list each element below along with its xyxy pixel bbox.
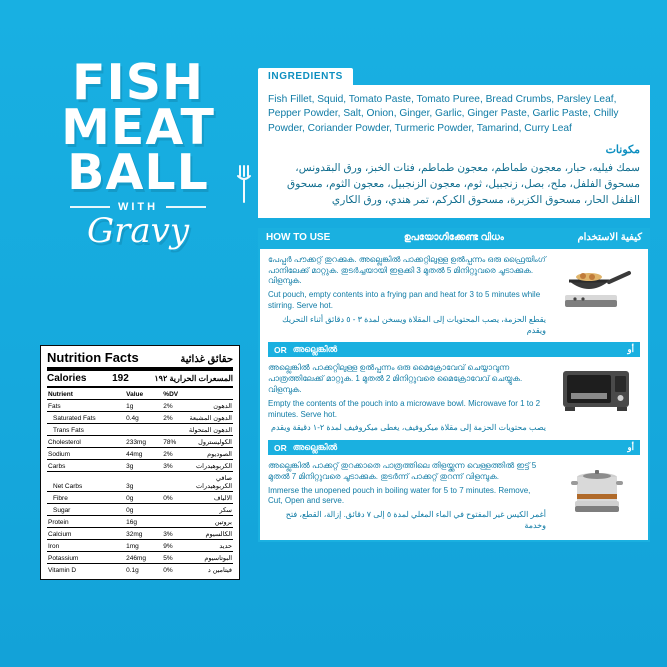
- step-boiling-water: [268, 461, 640, 532]
- nutrition-table: [47, 389, 233, 575]
- nutrient-arabic: الكوليسترول: [186, 436, 233, 448]
- frying-pan-stove-icon: [554, 255, 640, 313]
- title-line-2: MEAT: [61, 99, 215, 157]
- variant-label: Gravy: [86, 211, 190, 252]
- with-label: WITH: [117, 201, 159, 214]
- title-line-1: FISH: [71, 54, 204, 111]
- nutrient-arabic: الدهون المتحولة: [186, 424, 233, 436]
- nutrient-dv: 2%: [162, 448, 186, 460]
- table-row: [47, 552, 233, 564]
- or-divider-1: [268, 342, 640, 357]
- table-row: [47, 400, 233, 412]
- nutrient-arabic: سكر: [186, 504, 233, 516]
- rule-medium: [47, 386, 233, 388]
- nutrient-value: 3g: [125, 460, 162, 472]
- table-row: [47, 424, 233, 436]
- nutrient-value: 246mg: [125, 552, 162, 564]
- step-2-malayalam: അല്ലെങ്കിൽ പാക്കറ്റിലുള്ള ഉൽപ്പന്നം ഒരു മൈക്രോവേവ് ചെയ്യാവുന്ന പാത്രത്തിലേക്ക് മാറ്റുക. 1 മുതൽ 2 മിനിറ്റുവരെ മൈക്രോവേവ് ചെയ്യുക. വിളമ്പുക.: [268, 363, 523, 394]
- table-row: [47, 412, 233, 424]
- nutrient-name: Trans Fats: [47, 424, 125, 436]
- nutrient-arabic: حديد: [186, 540, 233, 552]
- or-divider-2: [268, 440, 640, 455]
- nutrient-arabic: الصوديوم: [186, 448, 233, 460]
- ingredients-panel: [258, 85, 650, 218]
- nutrient-value: 0g: [125, 504, 162, 516]
- step-2-text: [268, 363, 546, 434]
- nutrient-arabic: الكالسيوم: [186, 528, 233, 540]
- step-microwave: [268, 363, 640, 434]
- nutrient-dv: [162, 424, 186, 436]
- nutrient-name: Potassium: [47, 552, 125, 564]
- nutrient-dv: 5%: [162, 552, 186, 564]
- step-2-english: Empty the contents of the pouch into a microwave bowl. Microwave for 1 to 2 minutes. Serve hot.: [268, 398, 541, 419]
- ingredients-arabic-title: مكونات: [605, 144, 640, 157]
- nutrient-value: 3g: [125, 472, 162, 492]
- nutrient-name: Fats: [47, 400, 125, 412]
- nutrient-name: Vitamin D: [48, 566, 77, 574]
- how-to-use-header: [258, 228, 650, 247]
- nutrient-dv: [162, 516, 186, 528]
- nutrient-dv: 2%: [162, 400, 186, 412]
- or-label-ml-2: അല്ലെങ്കിൽ: [292, 442, 338, 453]
- step-frying-pan: [268, 255, 640, 337]
- step-1-english: Cut pouch, empty contents into a frying pan and heat for 3 to 5 minutes while stirring. Serve hot.: [268, 290, 541, 310]
- nutrient-value: 1mg: [125, 540, 162, 552]
- table-row: [47, 564, 233, 576]
- nutrient-dv: 78%: [162, 436, 186, 448]
- product-title-block: [18, 54, 258, 252]
- step-1-malayalam: പേപ്പർ പൗക്കറ്റ് തുറക്കുക. അല്ലെങ്കിൽ പാക്കറ്റിലുള്ള ഉൽപ്പന്നം ഒരു ഫ്രൈയിംഗ് പാനിലേക്ക് മാറ്റുക. തുടർച്ചയായി ഇളക്കി 3 മുതൽ 5 മിനിറ്റുവരെ ചൂടാക്കുക. വിളമ്പുക.: [268, 254, 546, 286]
- step-3-arabic: أغمر الكيس غير المفتوح في الماء المغلي لمدة ٥ إلى ٧ دقائق. إزالة، القطع، فتح وخدمة: [285, 510, 546, 531]
- table-row: [47, 448, 233, 460]
- step-1-arabic: يقطع الحزمة، يصب المحتويات إلى المقلاة ويسخن لمدة ٣ - ٥ دقائق أثناء التحريك ويقدم: [282, 314, 546, 335]
- step-1-text: [268, 255, 546, 337]
- ingredients-english: Fish Fillet, Squid, Tomato Paste, Tomato Puree, Bread Crumbs, Parsley Leaf, Pepper Powder, Salt, Onion, Ginger, Garlic, Ginger Paste, Garlic Paste, Chilly Powder, Coriander Powder, Turmeric Powder, Tamarind, Curry Leaf: [268, 94, 619, 134]
- table-row: [47, 516, 233, 528]
- calories-row: [47, 372, 233, 385]
- nutrient-name: Iron: [47, 540, 125, 552]
- table-row: [47, 436, 233, 448]
- or-label-ar-1: أو: [627, 344, 634, 355]
- col-nutrient: Nutrient: [47, 389, 125, 400]
- nutrient-arabic: الالياف: [186, 492, 233, 504]
- nutrient-name: Fibre: [47, 492, 125, 504]
- title-line-3: BALL: [67, 144, 209, 202]
- how-to-use-label-ar: كيفية الاستخدام: [577, 231, 642, 243]
- nutrient-value: 0g: [125, 492, 162, 504]
- nutrient-name: Sugar: [47, 504, 125, 516]
- calories-arabic: المسعرات الحرارية ١٩٢: [154, 374, 233, 383]
- col-arabic: [186, 389, 233, 400]
- nutrient-arabic: الكربوهيدرات: [186, 460, 233, 472]
- nutrient-arabic: البوتاسيوم: [186, 552, 233, 564]
- nutrient-dv: 3%: [162, 460, 186, 472]
- nutrient-name: Protein: [47, 516, 125, 528]
- nutrient-dv: 0%: [163, 566, 173, 574]
- nutrition-title-row: [47, 350, 233, 366]
- nutrient-value: 233mg: [125, 436, 162, 448]
- right-column: [258, 66, 650, 542]
- table-header-row: [47, 389, 233, 400]
- nutrient-value: 32mg: [125, 528, 162, 540]
- nutrient-name: Saturated Fats: [47, 412, 125, 424]
- or-label-ml-1: അല്ലെങ്കിൽ: [292, 344, 338, 355]
- nutrient-arabic: الدهون المشبعة: [186, 412, 233, 424]
- how-to-use-label-en: HOW TO USE: [266, 231, 331, 243]
- nutrient-arabic: صافي الكربوهيدرات: [186, 472, 233, 492]
- nutrient-arabic: الدهون: [186, 400, 233, 412]
- table-row: [47, 460, 233, 472]
- nutrient-name: Calcium: [47, 528, 125, 540]
- nutrient-dv: 0%: [162, 492, 186, 504]
- nutrient-value: 0.4g: [125, 412, 162, 424]
- divider-right: [166, 206, 206, 208]
- divider-left: [70, 206, 110, 208]
- calories-value: 192: [112, 373, 129, 384]
- step-3-malayalam: അല്ലെങ്കിൽ പാക്കറ്റ് തുറക്കാതെ പാത്രത്തിലെ തിളയ്ക്കുന്ന വെള്ളത്തിൽ ഇട്ട് 5 മുതൽ 7 മിനിറ്റുവരെ ചൂടാക്കുക. തുടർന്ന് പാക്കറ്റ് തുറന്ന് വിളമ്പുക.: [268, 461, 537, 481]
- nutrition-facts-panel: [40, 345, 240, 580]
- nutrient-value: 16g: [125, 516, 162, 528]
- nutrient-dv: 9%: [162, 540, 186, 552]
- nutrient-dv: 3%: [162, 528, 186, 540]
- or-label-ar-2: أو: [627, 442, 634, 453]
- fork-icon: [236, 164, 252, 210]
- step-3-text: [268, 461, 546, 532]
- table-row: [47, 492, 233, 504]
- nutrient-arabic: بروتين: [186, 516, 233, 528]
- nutrient-value: 1g: [125, 400, 162, 412]
- nutrition-title-en: Nutrition Facts: [47, 350, 139, 365]
- step-2-arabic: يصب محتويات الحزمة إلى مقلاة ميكروفيف، يغطى ميكروفيف لمدة ٢-١ دقيقة ويقدم: [271, 423, 546, 433]
- ingredients-arabic: سمك فيليه، حبار، معجون طماطم، معجون طماطم، فتات الخبز، ورق البقدونس، مسحوق الفلفل، ملح، بصل، زنجبيل، ثوم، معجون الزنجبيل، معجون الثوم، مسحوق الفلفل الحار، مسحوق الكزبرة، مسحوق الكركم، تمر هندي، ورق الكاري: [287, 162, 640, 206]
- nutrition-title-ar: حقائق غذائية: [180, 354, 233, 365]
- nutrient-value: [125, 424, 162, 436]
- table-row: [47, 472, 233, 492]
- nutrient-name: Cholesterol: [47, 436, 125, 448]
- nutrient-name: Sodium: [47, 448, 125, 460]
- table-row: [47, 504, 233, 516]
- table-row: [47, 540, 233, 552]
- nutrient-arabic: فيتامين د: [207, 566, 232, 574]
- or-label-en-2: OR: [274, 442, 287, 453]
- nutrient-dv: [162, 504, 186, 516]
- nutrient-dv: [162, 472, 186, 492]
- how-to-use-panel: [258, 247, 650, 542]
- ingredients-tab: INGREDIENTS: [258, 68, 353, 85]
- how-to-use-label-ml: ഉപയോഗിക്കേണ്ട വിധം: [403, 231, 504, 243]
- microwave-oven-icon: [554, 363, 640, 415]
- boiling-pot-icon: [554, 461, 640, 521]
- rule-thick: [47, 367, 233, 371]
- col-dv: %DV: [162, 389, 186, 400]
- nutrient-value: 0.1g: [126, 566, 139, 574]
- nutrient-name: Net Carbs: [47, 472, 125, 492]
- nutrient-value: 44mg: [125, 448, 162, 460]
- table-row: [47, 528, 233, 540]
- or-label-en-1: OR: [274, 344, 287, 355]
- col-value: Value: [125, 389, 162, 400]
- nutrient-dv: 2%: [162, 412, 186, 424]
- calories-label: Calories: [47, 373, 87, 384]
- nutrient-name: Carbs: [47, 460, 125, 472]
- step-3-english: Immerse the unopened pouch in boiling water for 5 to 7 minutes. Remove, Cut, Open and serve.: [268, 485, 531, 506]
